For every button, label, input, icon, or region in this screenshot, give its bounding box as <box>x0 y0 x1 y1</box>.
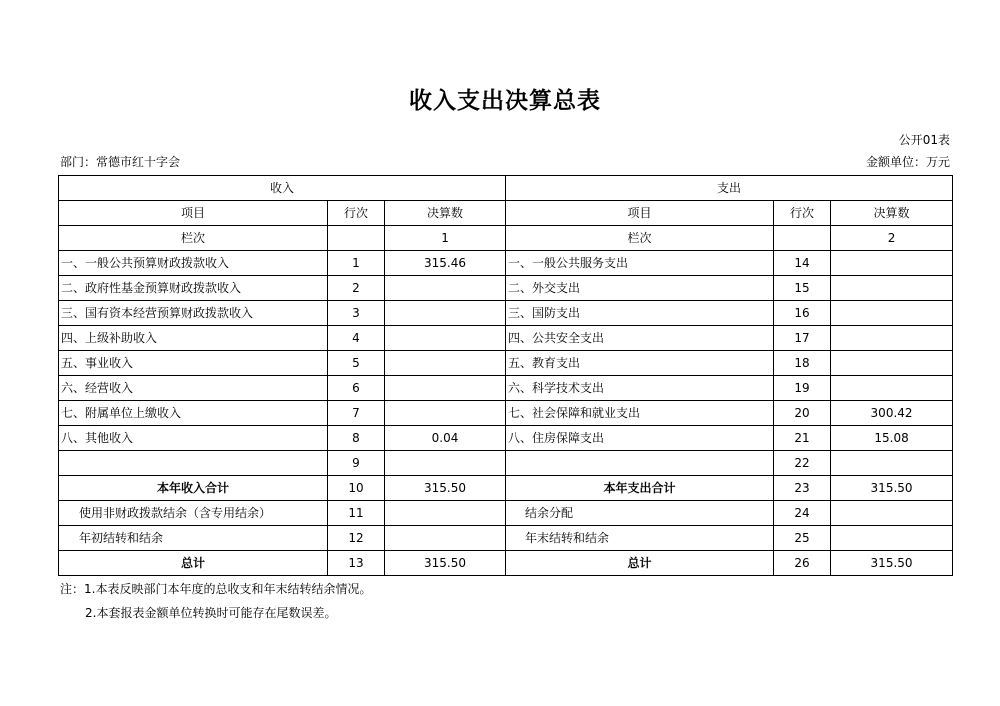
footnote-1: 注：1.本表反映部门本年度的总收支和年末结转结余情况。 <box>60 582 372 596</box>
expense-item-header: 项目 <box>506 201 774 226</box>
income-amount-cell <box>385 401 506 426</box>
income-line-cell: 3 <box>328 301 385 326</box>
table-row <box>59 251 953 276</box>
expense-section-header: 支出 <box>506 176 953 201</box>
income-item-cell: 八、其他收入 <box>59 426 328 451</box>
table-row <box>59 301 953 326</box>
expense-amount-cell <box>831 501 953 526</box>
expense-item-cell: 结余分配 <box>506 501 774 526</box>
income-item-header: 项目 <box>59 201 328 226</box>
expense-item-cell: 六、科学技术支出 <box>506 376 774 401</box>
income-amount-cell: 315.46 <box>385 251 506 276</box>
income-section-header: 收入 <box>59 176 506 201</box>
form-code: 公开01表 <box>898 133 950 147</box>
income-amount-cell: 315.50 <box>385 476 506 501</box>
department-label: 部门：常德市红十字会 <box>60 155 181 169</box>
income-amount-cell <box>385 451 506 476</box>
expense-amount-cell <box>831 276 953 301</box>
income-item-cell: 二、政府性基金预算财政拨款收入 <box>59 276 328 301</box>
expense-amount-cell <box>831 251 953 276</box>
annual-total-row <box>59 476 953 501</box>
income-item-cell: 本年收入合计 <box>59 476 328 501</box>
expense-line-header: 行次 <box>774 201 831 226</box>
expense-line-cell: 16 <box>774 301 831 326</box>
income-amount-cell <box>385 276 506 301</box>
expense-line-cell <box>774 226 831 251</box>
income-amount-header: 决算数 <box>385 201 506 226</box>
expense-amount-header: 决算数 <box>831 201 953 226</box>
expense-amount-cell: 315.50 <box>831 551 953 576</box>
income-amount-cell: 315.50 <box>385 551 506 576</box>
table-row <box>59 326 953 351</box>
income-line-cell: 10 <box>328 476 385 501</box>
income-line-header: 行次 <box>328 201 385 226</box>
income-amount-cell <box>385 326 506 351</box>
expense-item-cell: 五、教育支出 <box>506 351 774 376</box>
income-amount-cell: 1 <box>385 226 506 251</box>
expense-line-cell: 26 <box>774 551 831 576</box>
income-amount-cell <box>385 501 506 526</box>
table-row <box>59 376 953 401</box>
grand-total-row <box>59 551 953 576</box>
expense-item-cell: 七、社会保障和就业支出 <box>506 401 774 426</box>
expense-amount-cell <box>831 526 953 551</box>
income-amount-cell <box>385 351 506 376</box>
income-item-cell: 三、国有资本经营预算财政拨款收入 <box>59 301 328 326</box>
table-row <box>59 426 953 451</box>
table-row <box>59 351 953 376</box>
expense-line-cell: 24 <box>774 501 831 526</box>
expense-item-cell <box>506 451 774 476</box>
income-amount-cell <box>385 376 506 401</box>
expense-item-cell: 年末结转和结余 <box>506 526 774 551</box>
table-row <box>59 526 953 551</box>
section-header-row <box>59 176 953 201</box>
income-item-cell: 一、一般公共预算财政拨款收入 <box>59 251 328 276</box>
income-item-cell: 六、经营收入 <box>59 376 328 401</box>
expense-item-cell: 一、一般公共服务支出 <box>506 251 774 276</box>
expense-line-cell: 19 <box>774 376 831 401</box>
expense-line-cell: 18 <box>774 351 831 376</box>
table-row <box>59 501 953 526</box>
expense-amount-cell <box>831 376 953 401</box>
income-line-cell: 12 <box>328 526 385 551</box>
expense-item-cell: 本年支出合计 <box>506 476 774 501</box>
expense-line-cell: 15 <box>774 276 831 301</box>
table-row <box>59 401 953 426</box>
income-item-cell: 七、附属单位上缴收入 <box>59 401 328 426</box>
table-row <box>59 276 953 301</box>
income-line-cell: 2 <box>328 276 385 301</box>
expense-item-cell: 栏次 <box>506 226 774 251</box>
expense-amount-cell: 2 <box>831 226 953 251</box>
income-line-cell: 13 <box>328 551 385 576</box>
income-item-cell: 栏次 <box>59 226 328 251</box>
income-item-cell: 总计 <box>59 551 328 576</box>
income-amount-cell <box>385 526 506 551</box>
expense-amount-cell: 300.42 <box>831 401 953 426</box>
expense-item-cell: 三、国防支出 <box>506 301 774 326</box>
expense-item-cell: 四、公共安全支出 <box>506 326 774 351</box>
blank-row <box>59 451 953 476</box>
expense-line-cell: 17 <box>774 326 831 351</box>
expense-amount-cell <box>831 301 953 326</box>
income-item-cell: 使用非财政拨款结余（含专用结余） <box>59 501 328 526</box>
expense-line-cell: 14 <box>774 251 831 276</box>
expense-amount-cell: 15.08 <box>831 426 953 451</box>
income-line-cell: 4 <box>328 326 385 351</box>
income-amount-cell: 0.04 <box>385 426 506 451</box>
income-line-cell: 11 <box>328 501 385 526</box>
expense-line-cell: 22 <box>774 451 831 476</box>
income-item-cell: 年初结转和结余 <box>59 526 328 551</box>
amount-unit-label: 金额单位：万元 <box>865 155 950 169</box>
income-line-cell <box>328 226 385 251</box>
expense-amount-cell <box>831 451 953 476</box>
expense-amount-cell <box>831 351 953 376</box>
expense-item-cell: 总计 <box>506 551 774 576</box>
column-header-row <box>59 201 953 226</box>
income-line-cell: 5 <box>328 351 385 376</box>
expense-line-cell: 25 <box>774 526 831 551</box>
page-title: 收入支出决算总表 <box>409 87 601 114</box>
expense-amount-cell <box>831 326 953 351</box>
expense-line-cell: 20 <box>774 401 831 426</box>
expense-item-cell: 八、住房保障支出 <box>506 426 774 451</box>
income-item-cell <box>59 451 328 476</box>
income-line-cell: 8 <box>328 426 385 451</box>
expense-line-cell: 23 <box>774 476 831 501</box>
footnote-2: 2.本套报表金额单位转换时可能存在尾数误差。 <box>85 606 337 620</box>
income-line-cell: 1 <box>328 251 385 276</box>
income-line-cell: 6 <box>328 376 385 401</box>
income-item-cell: 四、上级补助收入 <box>59 326 328 351</box>
column-index-row <box>59 226 953 251</box>
expense-item-cell: 二、外交支出 <box>506 276 774 301</box>
income-expense-table <box>58 175 953 576</box>
income-amount-cell <box>385 301 506 326</box>
expense-line-cell: 21 <box>774 426 831 451</box>
income-item-cell: 五、事业收入 <box>59 351 328 376</box>
expense-amount-cell: 315.50 <box>831 476 953 501</box>
income-line-cell: 9 <box>328 451 385 476</box>
income-line-cell: 7 <box>328 401 385 426</box>
